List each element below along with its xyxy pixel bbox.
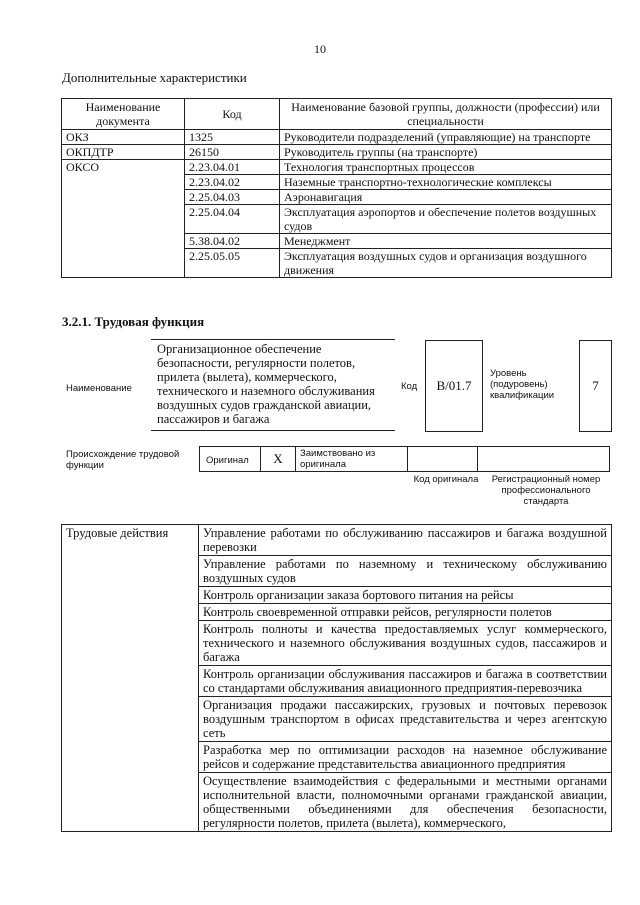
function-code-box	[425, 340, 483, 432]
origin-label: Происхождение трудовой функции	[66, 449, 180, 471]
function-name-box	[151, 340, 395, 430]
borrowed-cell	[295, 446, 407, 472]
code-label: Код	[401, 381, 418, 392]
borrowed-label: Заимствовано из оригинала	[300, 448, 376, 470]
row-doc: ОКПДТР	[62, 145, 185, 160]
row-doc: ОКЗ	[62, 130, 185, 145]
table-row	[62, 525, 612, 556]
row-code: 2.25.05.05	[185, 249, 280, 278]
name-box-top-border	[151, 339, 395, 340]
labor-action-item: Организация продажи пассажирских, грузовых и почтовых перевозок воздушным транспортом в офисах представительства и через агентскую сеть	[199, 697, 612, 742]
header-code: Код	[185, 99, 280, 130]
table-header-row	[62, 99, 612, 130]
code-original-cell	[407, 446, 477, 472]
level-value: 7	[592, 378, 599, 393]
header-document-name: Наименование документа	[62, 99, 185, 130]
name-label: Наименование	[66, 383, 132, 394]
original-mark-cell	[260, 446, 295, 472]
labor-action-item: Разработка мер по оптимизации расходов на наземное обслуживание рейсов и содержание представительства авиационного предприятия	[199, 742, 612, 773]
row-name: Руководитель группы (на транспорте)	[280, 145, 612, 160]
name-box-bottom-border	[151, 430, 395, 431]
header-group-name: Наименование базовой группы, должности (профессии) или специальности	[280, 99, 612, 130]
row-name: Эксплуатация аэропортов и обеспечение полетов воздушных судов	[280, 205, 612, 234]
additional-characteristics-title: Дополнительные характеристики	[62, 70, 247, 85]
table-row	[62, 130, 612, 145]
level-label: Уровень (подуровень) квалификации	[490, 368, 555, 401]
row-code: 5.38.04.02	[185, 234, 280, 249]
function-code-value: В/01.7	[436, 378, 472, 393]
code-original-label: Код оригинала	[413, 474, 479, 485]
labor-action-item: Контроль полноты и качества предоставляемых услуг коммерческого, технического и наземного обслуживания воздушных судов, пассажиров и багажа	[199, 621, 612, 666]
labor-action-item: Контроль своевременной отправки рейсов, регулярности полетов	[199, 604, 612, 621]
row-name: Эксплуатация воздушных судов и организация воздушного движения	[280, 249, 612, 278]
row-name: Менеджмент	[280, 234, 612, 249]
row-code: 2.23.04.01	[185, 160, 280, 175]
row-code: 2.23.04.02	[185, 175, 280, 190]
labor-actions-label: Трудовые действия	[62, 525, 199, 832]
reg-number-label: Регистрационный номер профессионального стандарта	[491, 474, 601, 507]
row-code: 2.25.04.03	[185, 190, 280, 205]
labor-action-item: Контроль организации обслуживания пассажиров и багажа в соответствии со стандартами обслуживания авиационного предприятия-перевозчика	[199, 666, 612, 697]
table-row	[62, 160, 612, 175]
original-cell	[199, 446, 260, 472]
row-name: Аэронавигация	[280, 190, 612, 205]
original-label: Оригинал	[206, 455, 249, 466]
labor-actions-table	[61, 524, 612, 832]
original-mark: X	[273, 451, 283, 466]
row-code: 26150	[185, 145, 280, 160]
classification-table	[61, 98, 612, 278]
row-name: Руководители подразделений (управляющие) на транспорте	[280, 130, 612, 145]
row-name: Технология транспортных процессов	[280, 160, 612, 175]
row-doc: ОКСО	[62, 160, 185, 278]
function-name-value: Организационное обеспечение безопасности, регулярности полетов, прилета (вылета), коммерческого, технического и наземного обслуживания воздушных судов гражданской авиации, пассажиров и багажа	[157, 342, 375, 426]
labor-action-item: Контроль организации заказа бортового питания на рейсы	[199, 587, 612, 604]
row-code: 1325	[185, 130, 280, 145]
row-name: Наземные транспортно-технологические комплексы	[280, 175, 612, 190]
labor-action-item: Осуществление взаимодействия с федеральными и местными органами исполнительной власти, полномочными органами гражданской авиации, общественными объединениями для обеспечения безопасности, регулярности полетов, прилета (вылета), коммерческого,	[199, 773, 612, 832]
reg-number-cell	[477, 446, 610, 472]
origin-row	[199, 446, 610, 472]
row-code: 2.25.04.04	[185, 205, 280, 234]
labor-action-item: Управление работами по наземному и техническому обслуживанию воздушных судов	[199, 556, 612, 587]
labor-function-heading: 3.2.1. Трудовая функция	[62, 314, 205, 329]
table-row	[62, 145, 612, 160]
labor-action-item: Управление работами по обслуживанию пассажиров и багажа воздушной перевозки	[199, 525, 612, 556]
page-number: 10	[314, 42, 326, 56]
level-box	[579, 340, 612, 432]
